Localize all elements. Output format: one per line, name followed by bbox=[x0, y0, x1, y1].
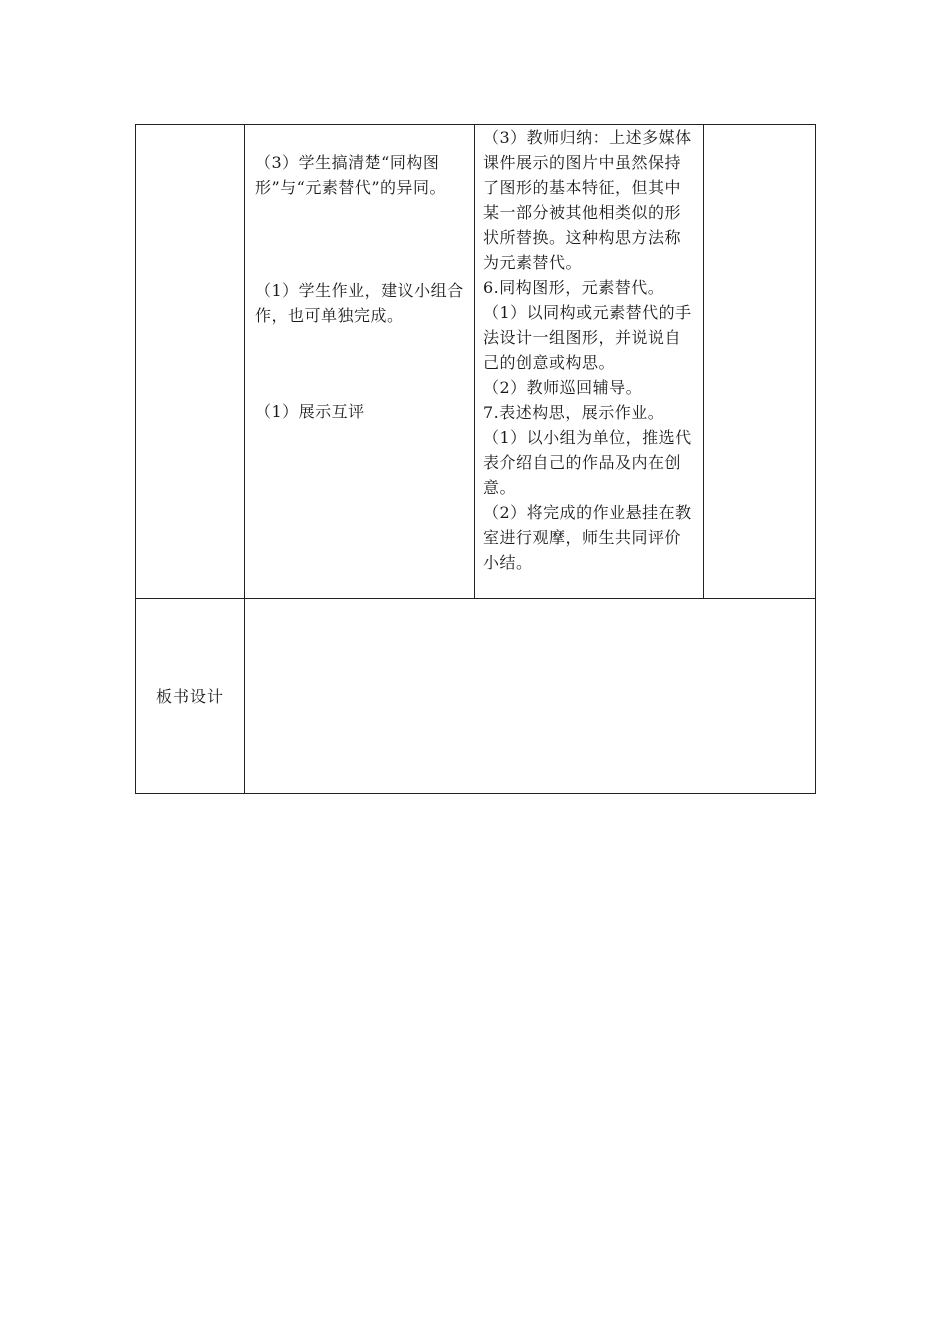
teacher-activity-item: （1）以同构或元素替代的手法设计一组图形，并说说自己的创意或构思。 bbox=[483, 303, 692, 372]
teacher-activity-item: （1）以小组为单位，推选代表介绍自己的作品及内在创意。 bbox=[483, 428, 692, 497]
lesson-plan-table bbox=[135, 124, 816, 794]
teacher-activity-item: （2）教师巡回辅导。 bbox=[483, 378, 643, 397]
student-activity-item: （3）学生搞清楚“同构图形”与“元素替代”的异同。 bbox=[255, 153, 447, 197]
board-design-row bbox=[136, 599, 816, 794]
teacher-activity-cell bbox=[475, 125, 704, 599]
board-design-label: 板书设计 bbox=[136, 599, 245, 794]
board-design-content bbox=[245, 599, 816, 794]
teacher-activity-item: 7.表述构思，展示作业。 bbox=[483, 403, 665, 422]
teacher-activity-item: （3）教师归纳：上述多媒体课件展示的图片中虽然保持了图形的基本特征，但其中某一部分被其他相类似的形状所替换。这种构思方法称为元素替代。 bbox=[483, 128, 692, 272]
teacher-activity-item: 6.同构图形，元素替代。 bbox=[483, 278, 665, 297]
student-activity-item: （1）学生作业，建议小组合作，也可单独完成。 bbox=[255, 281, 464, 325]
student-activity-item: （1）展示互评 bbox=[255, 402, 365, 421]
activities-row bbox=[136, 125, 816, 599]
teacher-activity-item: （2）将完成的作业悬挂在教室进行观摩，师生共同评价小结。 bbox=[483, 503, 692, 572]
student-activity-cell bbox=[245, 125, 475, 599]
stage-cell bbox=[136, 125, 245, 599]
notes-cell bbox=[704, 125, 816, 599]
